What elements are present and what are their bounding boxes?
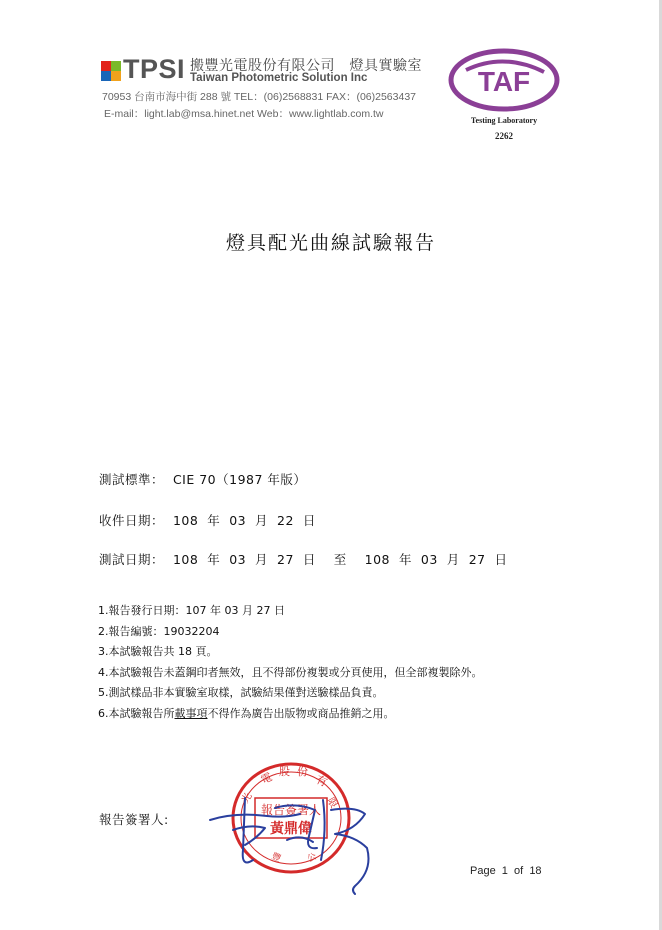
note-item: 5.測試樣品非本實驗室取樣，試驗結果僅對送驗樣品負責。 — [98, 686, 384, 699]
test-date: 測試日期： 108 年 03 月 27 日 至 108 年 03 月 27 日 — [99, 552, 508, 567]
company-name-cn: 搬豐光電股份有限公司 燈具實驗室 — [190, 58, 422, 74]
svg-text:光: 光 — [240, 791, 255, 806]
note6-after: 不得作為廣告出版物或商品推銷之用。 — [207, 706, 395, 720]
signatory-label: 報告簽署人: — [99, 812, 169, 827]
seal-name: 黃鼎偉 — [270, 821, 312, 837]
svg-text:公: 公 — [306, 851, 319, 865]
taf-logo-icon — [448, 48, 560, 112]
note6-before: 6.本試驗報告所 — [98, 706, 175, 720]
note-item: 2.報告編號：19032204 — [98, 624, 220, 638]
note-item: 4.本試驗報告未蓋鋼印者無效，且不得部份複製或分頁使用，但全部複製除外。 — [98, 665, 483, 679]
note6-underlined: 載事項 — [174, 706, 208, 720]
taf-lab-number: 2262 — [495, 131, 513, 141]
tpsi-logo-text: TPSI — [123, 54, 186, 84]
svg-text:限: 限 — [324, 796, 339, 811]
svg-text:有: 有 — [313, 772, 330, 790]
notes-list — [98, 603, 483, 726]
company-contact: E-mail：light.lab@msa.hinet.net Web：www.lightlab.com.tw — [104, 108, 384, 120]
svg-text:豐: 豐 — [269, 851, 283, 865]
taf-logo-text: TAF — [477, 66, 531, 97]
seal-text: 報告簽署人 — [260, 803, 322, 817]
company-name-en: Taiwan Photometric Solution Inc — [190, 72, 368, 84]
tpsi-logo-icon — [101, 61, 121, 81]
svg-text:電: 電 — [258, 770, 275, 787]
svg-text:股: 股 — [279, 765, 290, 778]
received-date: 收件日期： 108 年 03 月 22 日 — [99, 513, 316, 528]
note-item: 1.報告發行日期：107 年 03 月 27 日 — [98, 604, 285, 617]
page-number: Page 1 of 18 — [470, 865, 542, 877]
svg-text:份: 份 — [297, 765, 308, 778]
report-title: 燈具配光曲線試驗報告 — [225, 232, 436, 254]
company-address: 70953 台南市海中街 288 號 TEL：(06)2568831 FAX：(06)2563437 — [102, 91, 416, 103]
taf-caption: Testing Laboratory — [470, 116, 538, 125]
note-item — [98, 706, 483, 727]
handwritten-signature — [205, 790, 385, 895]
note-item: 3.本試驗報告共 18 頁。 — [98, 645, 218, 658]
test-standard: 測試標準： CIE 70（1987 年版） — [99, 472, 307, 487]
